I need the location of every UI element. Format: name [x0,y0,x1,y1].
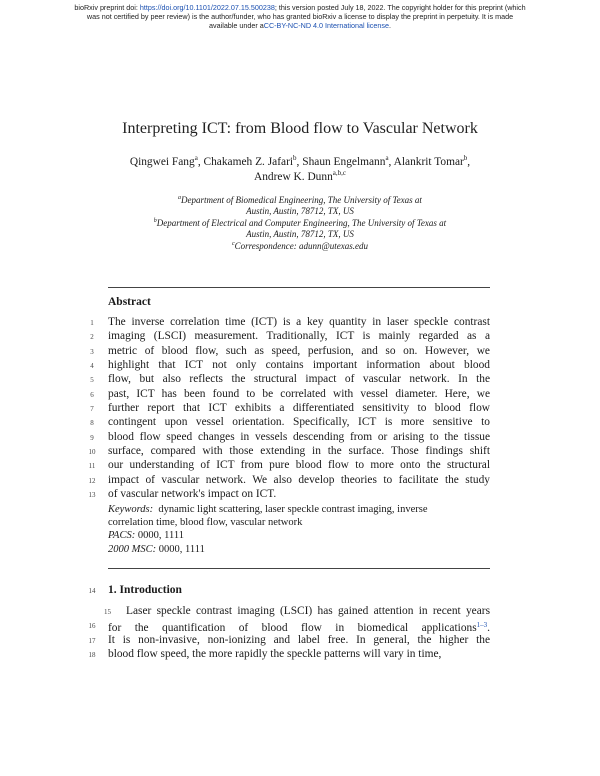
banner-line-2: was not certified by peer review) is the author/funder, who has granted bioRxiv a license to display the preprint in perpetuity. It is made [86,12,514,22]
line-number: 15 [104,608,111,616]
line-content: The inverse correlation time (ICT) is a key quantity in laser speckle contrast [108,316,490,328]
line-number: 18 [88,651,96,660]
line-text [108,458,490,472]
line-text [108,473,490,487]
preprint-banner [30,3,570,31]
paper-title: Interpreting ICT: from Blood flow to Vascular Network [122,120,478,137]
line-number: 8 [90,419,94,428]
line-content: imaging (LSCI) measurement. Traditionally, ICT is mainly regarded as a [108,330,490,343]
line-content: blood flow speed changes in vessels descending from or arising to the tissue [108,430,490,443]
line-content: Laser speckle contrast imaging (LSCI) has gained attention in recent years [126,605,490,617]
line-text [108,387,490,401]
line-tail: . [487,622,490,635]
banner-text: . [388,21,391,31]
keywords-line [108,503,490,516]
line-content: blood flow speed, the more rapidly the speckle patterns will vary in time, [108,648,442,661]
author-sup: a [385,154,389,163]
pacs-label: PACS: [108,530,136,542]
affiliation-b-cont: Austin, Austin, 78712, TX, US [246,229,354,240]
line-number: 13 [88,491,96,500]
text-line [88,618,490,635]
banner-text: ; this version posted July 18, 2022. The copyright holder for this preprint (which [274,3,526,12]
author-sup: b [463,154,468,163]
line-number: 14 [88,587,96,595]
keywords-line-2: correlation time, blood flow, vascular network [108,517,303,529]
affil-sup: c [231,240,235,247]
line-text [108,633,490,647]
line-text [108,430,490,444]
text-line [88,487,490,501]
affil-text: Department of Biomedical Engineering, The University of Texas at [181,195,422,205]
affiliation-a [100,195,500,206]
author-sup: a,b,c [332,169,346,178]
text-line [88,647,490,661]
author-sup: b [293,154,297,163]
line-number: 11 [88,462,96,471]
affiliation-a-cont: Austin, Austin, 78712, TX, US [246,206,354,217]
affil-sup: b [153,217,157,224]
banner-text: available under a [209,21,264,31]
author-list: Qingwei Fang$^a$, Chakameh Z. Jafari$^b$, Shaun Engelmann$^a$, Alankrit Tomar$^b$, Andrew K. Dunn$^{a,b,c}$ [129,154,471,183]
text-line [90,430,490,444]
banner-line-1 [30,3,570,12]
text-line [90,329,490,343]
pacs-line [108,529,490,542]
line-content: our understanding of ICT from pure blood flow to more onto the structural [108,459,490,472]
line-text [108,315,490,329]
author-name: Alankrit Tomar [393,156,464,168]
author-name: Andrew K. Dunn [254,171,333,183]
msc-value: 0000, 1111 [158,543,205,555]
text-line [88,458,490,472]
line-number: 6 [90,390,94,399]
author-name: Chakameh Z. Jafari [203,156,294,168]
line-text [108,444,490,458]
correspondence [100,241,500,252]
line-text [108,329,490,343]
text-line [88,473,490,487]
line-content: past, ICT has been found to be correlated with vessel diameter. Here, we [108,387,490,400]
affil-sup: a [178,195,182,201]
text-line [90,315,490,329]
line-content: of vascular network's impact on ICT. [108,488,277,501]
line-text [108,401,490,415]
affil-text: Department of Electrical and Computer Engineering, The University of Texas at [156,217,447,228]
abstract-top-rule [108,287,490,288]
abstract-heading: Abstract [108,296,151,308]
license-link[interactable]: CC-BY-NC-ND 4.0 International license [263,21,389,31]
line-content: flow, but also reflects the structural impact of vascular network. In the [108,373,490,386]
line-text [108,344,490,358]
text-line [104,604,490,618]
banner-line-3 [30,21,570,30]
line-content: for the quantification of blood flow in biomedical applications [108,622,477,635]
line-number: 4 [90,362,94,371]
line-text [108,647,490,661]
text-line [90,415,490,429]
text-line [90,387,490,401]
line-content: It is non-invasive, non-ionizing and label free. In general, the higher the [108,633,490,646]
text-line [90,401,490,415]
keywords-block [108,503,490,556]
abstract-bottom-rule [108,568,490,569]
line-number: 10 [88,448,96,457]
author-name: Shaun Engelmann [302,156,386,168]
doi-link[interactable]: https://doi.org/10.1101/2022.07.15.500238 [139,3,275,12]
line-number: 9 [90,433,94,442]
line-content: metric of blood flow, such as speed, perfusion, and so on. However, we [108,344,490,357]
affiliations [100,195,500,252]
line-number: 7 [90,405,94,414]
citation-ref[interactable]: 1–3 [476,621,488,630]
text-line [90,358,490,372]
msc-label: 2000 MSC: [108,543,157,555]
line-content: contingent upon vessel orientation. Specifically, ICT is more sensitive to [108,416,490,429]
line-number: 16 [88,622,96,631]
line-number: 1 [90,319,94,327]
keywords-text: dynamic light scattering, laser speckle contrast imaging, inverse [158,504,428,515]
line-text [108,358,490,372]
line-content: further report that ICT exhibits a differentiated sensitivity to blood flow [108,402,490,415]
line-text [108,487,490,501]
line-content: impact of vascular network. We also develop theories to facilitate the study [108,473,490,486]
line-text [108,372,490,386]
section-title: 1. Introduction [108,584,182,596]
line-text [108,415,490,429]
line-number: 12 [88,476,96,485]
line-number: 5 [90,376,94,385]
text-line [90,372,490,386]
introduction-heading [88,584,182,596]
affil-text: Correspondence: adunn@utexas.edu [234,240,369,251]
abstract-body [88,315,490,501]
pacs-value: 0000, 1111 [137,530,184,542]
line-number: 3 [90,347,94,356]
text-line [90,344,490,358]
line-content: surface, compared with those extending in the surface. Those findings shift [108,445,490,458]
author-name: Qingwei Fang [129,156,195,168]
msc-line [108,543,490,556]
text-line [88,633,490,647]
line-text [108,604,490,618]
affiliation-b [100,218,500,229]
keywords-label: Keywords: [108,504,154,515]
line-number: 2 [90,333,94,342]
line-number: 17 [88,636,96,645]
banner-text: bioRxiv preprint doi: [74,3,140,12]
text-line [88,444,490,458]
introduction-body [88,604,490,661]
author-sup: a [194,154,198,163]
line-content: highlight that ICT not only contains important information about blood [108,359,490,372]
